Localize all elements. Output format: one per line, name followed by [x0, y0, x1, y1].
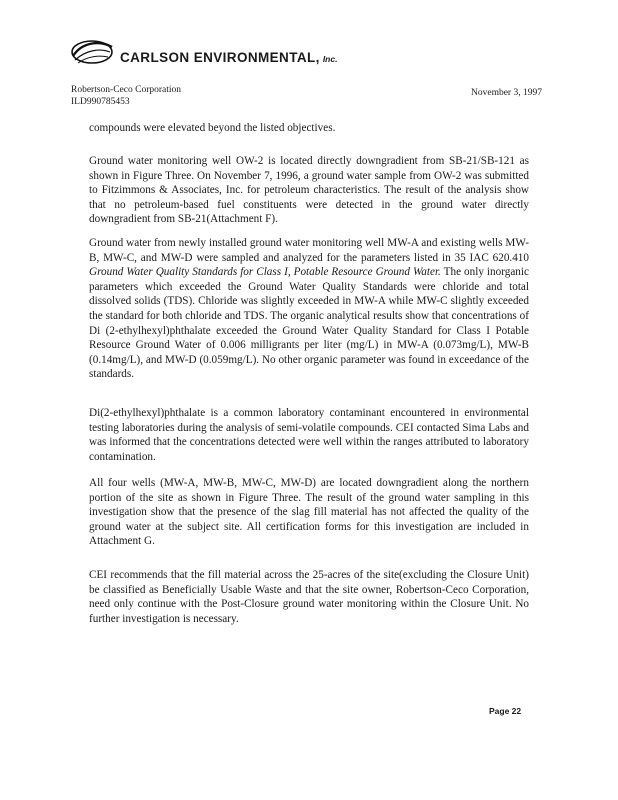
recipient-id: ILD990785453 — [71, 97, 130, 107]
paragraph-recommendation: CEI recommends that the fill material across the 25-acres of the site(excluding the Closure Unit) be classified as Beneficially Usable Waste and that the site owner, Robertson-Ceco Corporation, need only continue with the Post-Closure ground water monitoring within the Closure Unit. No further investigation is necessary. — [89, 569, 529, 625]
paragraph-lab-contaminant: Di(2-ethylhexyl)phthalate is a common laboratory contaminant encountered in environmental testing laboratories during the analysis of semi-volatile compounds. CEI contacted Sima Labs and was informed that the concentrations detected were well within the ranges attributed to laboratory contamination. — [89, 407, 529, 463]
paragraph-ow2: Ground water monitoring well OW-2 is located directly downgradient from SB-21/SB-121 as shown in Figure Three. On November 7, 1996, a ground water sample from OW-2 was submitted to Fitzimmons & Associates, Inc. for petroleum characteristics. The result of the analysis show that no petroleum-based fuel constituents were detected in the ground water directly downgradient from SB-21(Attachment F). — [89, 155, 529, 226]
paragraph-continuation: compounds were elevated beyond the listed objectives. — [89, 122, 336, 134]
paragraph-downgradient: All four wells (MW-A, MW-B, MW-C, MW-D) are located downgradient along the northern portion of the site as shown in Figure Three. The result of the ground water sampling in this investigation show that the presence of the slag fill material has not affected the quality of the ground water at the subject site. All certification forms for this investigation are included in Attachment G. — [89, 477, 529, 548]
mw-text-results: The only inorganic parameters which exceeded the Ground Water Quality Standards were chloride and total dissolved solids (TDS). Chloride was slightly exceeded in MW-A while MW-C slightly exceeded the standard for both chloride and TDS. The organic analytical results show that concentrations of Di (2-ethylhexyl)phthalate exceeded the Ground Water Quality Standard for Class I Potable Resource Ground Water of 0.006 milligrants per liter (mg/L) in MW-A (0.073mg/L), MW-B (0.14mg/L), and MW-D (0.059mg/L). No other organic parameter was found in exceedance of the standards. — [89, 266, 529, 381]
letter-date: November 3, 1997 — [471, 88, 542, 98]
page-number: Page 22 — [489, 706, 522, 716]
paragraph-mw-wells — [89, 236, 529, 382]
company-name — [120, 50, 337, 65]
mw-standard-title: Ground Water Quality Standards for Class I, Potable Resource Ground Water. — [89, 266, 441, 279]
company-title: CARLSON ENVIRONMENTAL, — [120, 50, 320, 65]
mw-text-intro: Ground water from newly installed ground water monitoring well MW-A and existing wells MW-B, MW-C, and MW-D were sampled and analyzed for the parameters listed in 35 IAC 620.410 — [89, 237, 529, 264]
company-suffix: Inc. — [322, 54, 338, 64]
recipient-name: Robertson-Ceco Corporation — [71, 85, 182, 95]
globe-swoosh-logo — [70, 38, 114, 68]
